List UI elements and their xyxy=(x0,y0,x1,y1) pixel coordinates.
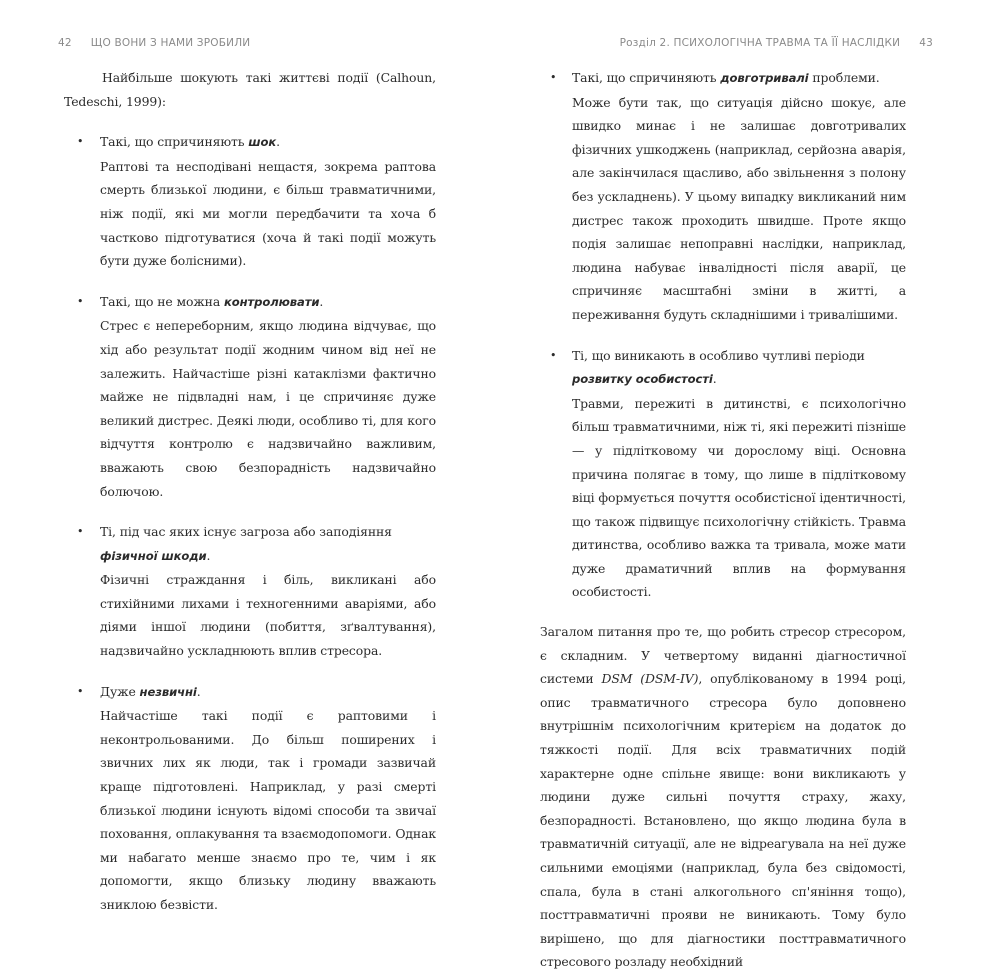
lead-text: Дуже xyxy=(100,683,140,699)
item-body: Найчастіше такі події є раптовими і неконтрольованими. До більш поширених і звичних лих як люди, так і громади зазвичай краще підготовлені. Наприклад, у разі смерті близької людини існують відомі способи та звичаї поховання, оплакування та взаємодопомоги. Однак ми набагато менше знаємо про те, чим і як допомогти, якщо близьку людину вважають зниклою безвісти. xyxy=(100,708,436,912)
lead-text: Такі, що не можна xyxy=(100,293,224,309)
list-item xyxy=(64,520,436,663)
lead-text: Такі, що спричиняють xyxy=(100,134,249,150)
left-text-block xyxy=(64,66,436,917)
lead-text-after: . xyxy=(196,683,201,699)
item-lead xyxy=(100,680,436,705)
item-lead xyxy=(572,344,906,392)
dsm-reference: DSM (DSM-IV) xyxy=(601,671,699,687)
running-head-title-left: ЩО ВОНИ З НАМИ ЗРОБИЛИ xyxy=(90,37,251,49)
lead-emphasis: шок xyxy=(248,135,277,150)
right-running-head xyxy=(620,37,933,49)
item-body: Фізичні страждання і біль, викликані або стихійними лихами і техногенними аваріями, або діями іншої людини (побиття, зґвалтування), надзвичайно ускладнюють вплив стресора. xyxy=(100,572,436,659)
closing-text-start: Загалом питання про те, що робить стресор стресором, є складним. У четвертому виданні діагностичної системи xyxy=(540,624,906,687)
lead-text: Ті, що виникають в особливо чутливі періоди xyxy=(572,347,865,363)
intro-paragraph: Найбільше шокують такі життєві події (Calhoun, Tedeschi, 1999): xyxy=(64,70,436,109)
lead-text-after: . xyxy=(319,293,324,309)
lead-text-after: . xyxy=(276,134,280,150)
closing-text-end: , опублікованому в 1994 році, опис травматичного стресора було доповнено внутрішнім психологічним критерієм на додаток до тяжкості події. Для всіх травматичних подій характерне одне спільне явище: вони викликають у людини дуже сильні почуття страху, жаху, безпорадності. Встановлено, що якщо людина була в травматичній ситуації, але не відреагувала на неї дуже сильними емоціями (наприклад, була без свідомості, спала, була в стані алкогольного сп'яніння тощо), посттравматичні прояви не виникають. Тому було вирішено, що для діагностики посттравматичного стресового розладу необхідний xyxy=(540,671,906,970)
lead-text-after: . xyxy=(712,371,717,387)
lead-emphasis: контролювати xyxy=(223,294,320,309)
running-head-title-right: Розділ 2. ПСИХОЛОГІЧНА ТРАВМА ТА ЇЇ НАСЛІДКИ xyxy=(619,37,901,49)
lead-emphasis: розвитку особистості xyxy=(572,372,713,387)
lead-text: Такі, що спричиняють xyxy=(572,70,721,85)
list-item xyxy=(540,344,906,605)
bullet-icon: • xyxy=(550,71,557,84)
item-body: Раптові та несподівані нещастя, зокрема раптова смерть близької людини, є більш травматичними, ніж події, які ми могли передбачити та хоча б частково підготуватися (хоча й такі події можуть бути дуже болісними). xyxy=(100,158,436,269)
event-list-right xyxy=(540,66,906,604)
list-item xyxy=(64,130,436,273)
list-item xyxy=(540,66,906,327)
lead-text: Ті, під час яких існує загроза або заподіяння xyxy=(100,524,392,540)
left-running-head xyxy=(58,37,250,49)
bullet-icon: • xyxy=(550,348,557,362)
left-page xyxy=(0,0,495,912)
item-body: Може бути так, що ситуація дійсно шокує, але швидко минає і не залишає довготривалих фізичних ушкоджень (наприклад, серйозна аварія, але закінчилася щасливо, або звільнення з полону без ускладнень). У цьому випадку викликаний ним дистрес також проходить швидше. Проте якщо подія залишає непоправні наслідки, наприклад, людина набуває інвалідності після аварії, це спричиняє масштабні зміни в житті, а переживання будуть складнішими і тривалішими. xyxy=(572,94,906,322)
right-text-block xyxy=(540,66,906,974)
page-number-left: 42 xyxy=(58,37,72,49)
bullet-icon: • xyxy=(77,135,84,149)
bullet-icon: • xyxy=(77,525,84,539)
lead-text-after: . xyxy=(206,547,211,563)
list-item xyxy=(64,290,436,503)
item-lead xyxy=(100,520,436,568)
bullet-icon: • xyxy=(77,684,84,698)
lead-text-after: проблеми. xyxy=(808,70,880,85)
item-lead xyxy=(100,130,436,155)
closing-paragraph xyxy=(540,620,906,974)
item-lead xyxy=(100,290,436,315)
lead-emphasis: довготривалі xyxy=(720,71,809,85)
item-body: Стрес є непереборним, якщо людина відчуває, що хід або результат події жодним чином від неї не залежить. Найчастіше різні катаклізми фактично майже не підвладні нам, і це спричиняє дуже великий дистрес. Деякі люди, особливо ті, для кого відчуття контролю є надзвичайно важливим, вважають свою безпорадність надзвичайно болючою. xyxy=(100,318,436,499)
event-list-left xyxy=(64,130,436,916)
lead-emphasis: фізичної шкоди xyxy=(100,548,207,563)
lead-emphasis: незвичні xyxy=(139,684,197,699)
page-number-right: 43 xyxy=(919,37,933,49)
right-page xyxy=(495,0,991,970)
list-item xyxy=(64,680,436,917)
item-lead xyxy=(572,66,906,91)
bullet-icon: • xyxy=(77,294,84,308)
item-body: Травми, пережиті в дитинстві, є психологічно більш травматичними, ніж ті, які пережиті пізніше — у підлітковому чи дорослому віці. Основна причина полягає в тому, що лише в підлітковому віці формується почуття особистісної ідентичності, що також підвищує психологічну стійкість. Травма дитинства, особливо важка та тривала, може мати дуже драматичний вплив на формування особистості. xyxy=(572,395,906,600)
